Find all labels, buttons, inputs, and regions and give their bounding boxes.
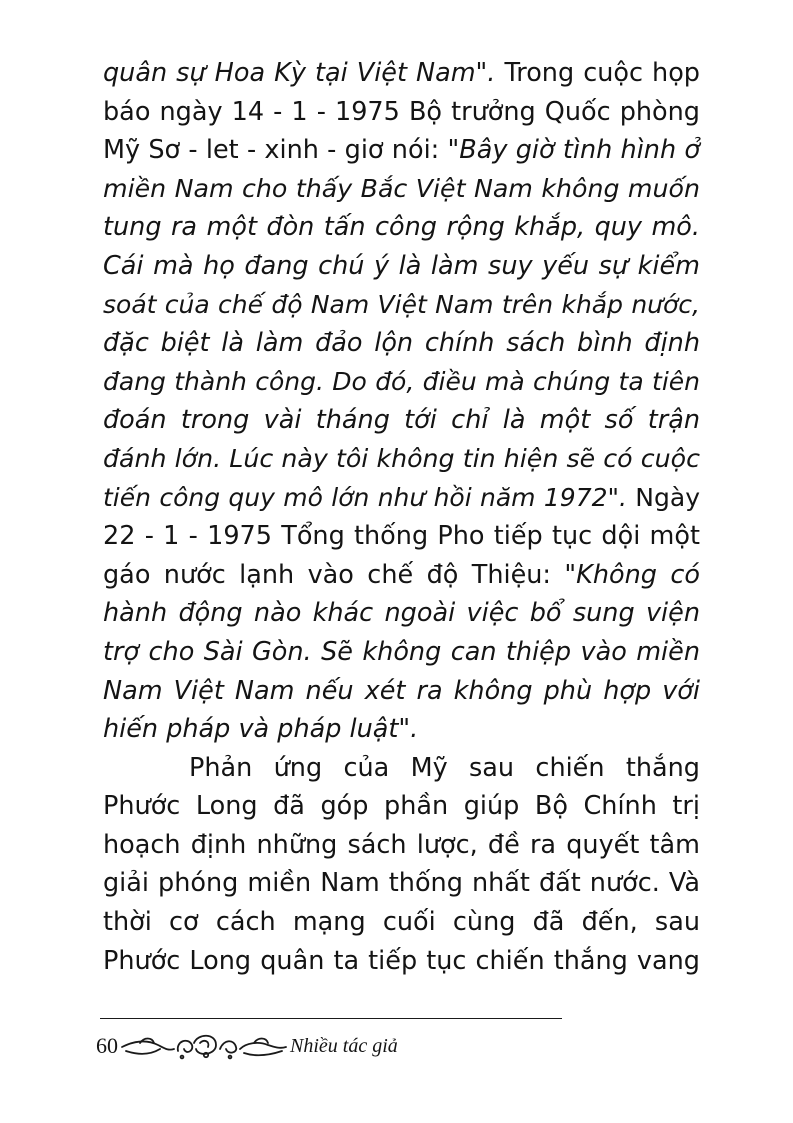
text-line (103, 131, 700, 170)
body-text-segment: Mỹ Sơ - let - xinh - giơ nói: (103, 135, 448, 166)
text-line (103, 479, 700, 518)
text-line (103, 942, 700, 981)
quote-text: Nam Việt Nam nếu xét ra không phù hợp với (103, 675, 700, 706)
quote-text: Cái mà họ đang chú ý là làm suy yếu sự kiểm (103, 250, 700, 281)
text-line (103, 208, 700, 247)
quote-text: "Bây giờ tình hình ở (447, 135, 700, 166)
quote-text: hành động nào khác ngoài việc bổ sung viện (103, 598, 700, 629)
body-text-segment: 22 - 1 - 1975 Tổng thống Pho tiếp tục dội một (103, 521, 700, 552)
floral-swirl-ornament-icon (120, 1029, 288, 1063)
text-line (103, 401, 700, 440)
body-text-segment: thời cơ cách mạng cuối cùng đã đến, sau (103, 907, 700, 938)
text-line (103, 93, 700, 132)
text-line (103, 286, 700, 325)
text-line (103, 864, 700, 903)
book-author: Nhiều tác giả (290, 1034, 398, 1057)
body-text-segment: giải phóng miền Nam thống nhất đất nước. Và (103, 868, 700, 899)
quote-text: đoán trong vài tháng tới chỉ là một số trận (103, 405, 700, 436)
text-line (103, 247, 700, 286)
text-line (103, 787, 700, 826)
text-line (103, 826, 700, 865)
quote-text: đặc biệt là làm đảo lộn chính sách bình định (103, 328, 700, 359)
body-text (103, 54, 700, 980)
body-text-segment: Trong cuộc họp (495, 58, 700, 88)
body-text-segment: gáo nước lạnh vào chế độ Thiệu: (103, 559, 565, 590)
quote-text: tiến công quy mô lớn như hồi năm 1972". (103, 482, 627, 512)
body-text-segment: hoạch định những sách lược, đề ra quyết tâm (103, 829, 700, 860)
text-line (103, 54, 700, 93)
quote-text: đang thành công. Do đó, điều mà chúng ta tiên (103, 366, 700, 396)
body-text-segment: Phản ứng của Mỹ sau chiến thắng (189, 752, 700, 783)
quote-text: trợ cho Sài Gòn. Sẽ không can thiệp vào miền (103, 636, 700, 667)
text-line (103, 749, 700, 788)
text-line (103, 556, 700, 595)
text-line (103, 903, 700, 942)
text-line (103, 672, 700, 711)
quote-text: đánh lớn. Lúc này tôi không tin hiện sẽ có cuộc (103, 443, 700, 473)
page-number: 60 (96, 1033, 118, 1058)
footer-divider (100, 1018, 562, 1019)
page-footer (96, 1026, 398, 1066)
text-line (103, 517, 700, 556)
quote-text: tung ra một đòn tấn công rộng khắp, quy mô. (103, 212, 700, 243)
text-line (103, 363, 700, 402)
text-line (103, 594, 700, 633)
text-line (103, 440, 700, 479)
body-text-segment: Phước Long quân ta tiếp tục chiến thắng vang (103, 945, 700, 976)
body-text-segment: báo ngày 14 - 1 - 1975 Bộ trưởng Quốc phòng (103, 96, 700, 127)
quote-text: miền Nam cho thấy Bắc Việt Nam không muốn (103, 173, 700, 203)
quote-text: "Không có (564, 559, 701, 590)
body-text-segment: Ngày (626, 482, 700, 512)
text-line (103, 710, 700, 749)
text-line (103, 170, 700, 209)
body-text-segment: Phước Long đã góp phần giúp Bộ Chính trị (103, 791, 700, 822)
text-line (103, 633, 700, 672)
quote-text: soát của chế độ Nam Việt Nam trên khắp nước, (103, 289, 700, 319)
quote-text: hiến pháp và pháp luật". (103, 714, 419, 745)
quote-text: quân sự Hoa Kỳ tại Việt Nam". (103, 58, 496, 88)
text-line (103, 324, 700, 363)
